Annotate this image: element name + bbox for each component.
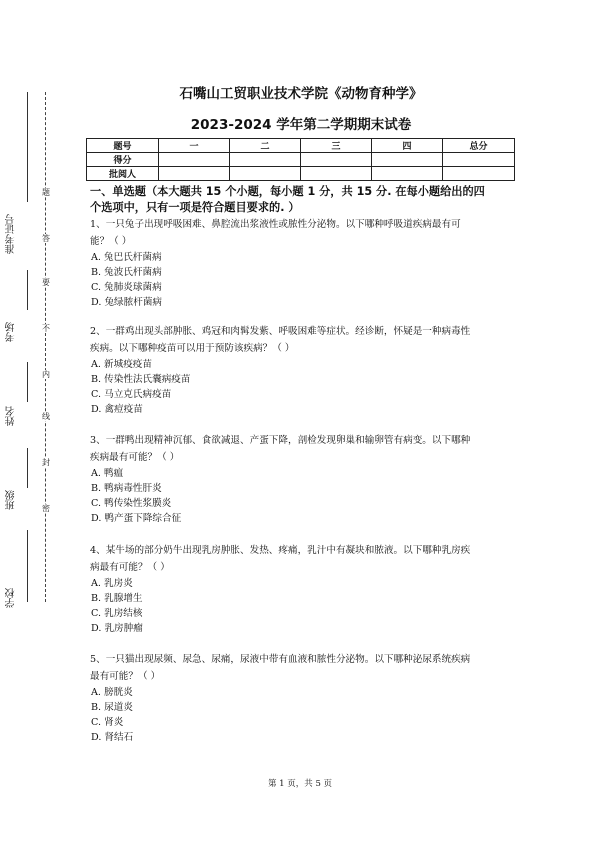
option-d[interactable]: D. 禽痘疫苗 bbox=[91, 404, 143, 415]
question-1 bbox=[90, 217, 516, 310]
class-label: 班级 bbox=[6, 490, 17, 510]
score-row-label: 得分 bbox=[87, 153, 159, 167]
seal-char: 线 bbox=[42, 412, 50, 421]
score-cell bbox=[443, 153, 515, 167]
option-b[interactable]: B. 鸭病毒性肝炎 bbox=[91, 483, 162, 494]
seal-char: 题 bbox=[42, 188, 50, 197]
score-cell bbox=[159, 153, 230, 167]
question-stem: 5、一只猫出现尿频、尿急、尿痛，尿液中带有血液和脓性分泌物。以下哪种泌尿系统疾病 bbox=[90, 654, 471, 665]
option-b[interactable]: B. 传染性法氏囊病疫苗 bbox=[91, 374, 191, 385]
school-underline bbox=[27, 530, 28, 602]
option-a[interactable]: A. 新城疫疫苗 bbox=[91, 359, 152, 370]
seal-char: 答 bbox=[42, 234, 50, 243]
section-heading-line: 一、单选题（本大题共 15 个小题，每小题 1 分，共 15 分. 在每小题给出的四 bbox=[90, 185, 485, 198]
option-a[interactable]: A. 兔巴氏杆菌病 bbox=[91, 252, 162, 263]
school-label: 学校 bbox=[6, 588, 17, 608]
grader-cell bbox=[301, 167, 372, 181]
exam-room-underline bbox=[27, 270, 28, 310]
option-d[interactable]: D. 兔绿脓杆菌病 bbox=[91, 297, 163, 308]
seal-char: 封 bbox=[42, 458, 50, 467]
option-b[interactable]: B. 尿道炎 bbox=[91, 702, 133, 713]
score-header-cell: 三 bbox=[301, 139, 372, 153]
question-stem: 3、一群鸭出现精神沉郁、食欲减退、产蛋下降，剖检发现卵巢和输卵管有病变。以下哪种 bbox=[90, 435, 471, 446]
question-stem: 能？（ ） bbox=[90, 235, 132, 247]
grader-row-label: 批阅人 bbox=[87, 167, 159, 181]
question-stem: 最有可能？（ ） bbox=[90, 670, 161, 682]
seal-char: 密 bbox=[42, 504, 50, 513]
page-number: 第 1 页，共 5 页 bbox=[267, 779, 333, 789]
grader-cell bbox=[230, 167, 301, 181]
question-stem: 1、一只兔子出现呼吸困难、鼻腔流出浆液性或脓性分泌物。以下哪种呼吸道疾病最有可 bbox=[90, 219, 461, 230]
option-c[interactable]: C. 兔肺炎球菌病 bbox=[91, 282, 162, 293]
score-header-cell: 题号 bbox=[87, 139, 159, 153]
exam-title: 石嘴山工贸职业技术学院《动物育种学》 bbox=[179, 86, 423, 102]
option-a[interactable]: A. 膀胱炎 bbox=[91, 687, 133, 698]
option-c[interactable]: C. 乳房结核 bbox=[91, 608, 143, 619]
grader-cell bbox=[372, 167, 443, 181]
seal-char: 要 bbox=[42, 278, 50, 287]
question-stem: 疾病最有可能？（ ） bbox=[90, 451, 180, 463]
option-b[interactable]: B. 兔波氏杆菌病 bbox=[91, 267, 162, 278]
name-label: 姓名 bbox=[6, 406, 17, 426]
option-c[interactable]: C. 鸭传染性浆膜炎 bbox=[91, 498, 172, 509]
score-cell bbox=[301, 153, 372, 167]
exam-subtitle: 2023-2024 学年第二学期期末试卷 bbox=[190, 117, 412, 133]
score-header-cell: 四 bbox=[372, 139, 443, 153]
option-a[interactable]: A. 鸭瘟 bbox=[91, 468, 124, 479]
grader-cell bbox=[443, 167, 515, 181]
option-a[interactable]: A. 乳房炎 bbox=[91, 578, 133, 589]
grader-row bbox=[87, 167, 515, 181]
section-heading-line: 个选项中，只有一项是符合题目要求的. ） bbox=[90, 201, 300, 214]
seal-char: 不 bbox=[42, 324, 50, 333]
question-2 bbox=[90, 324, 516, 417]
score-cell bbox=[372, 153, 443, 167]
option-d[interactable]: D. 鸭产蛋下降综合征 bbox=[91, 513, 182, 524]
option-d[interactable]: D. 乳房肿瘤 bbox=[91, 623, 143, 634]
question-stem: 4、某牛场的部分奶牛出现乳房肿胀、发热、疼痛，乳汁中有凝块和脓液。以下哪种乳房疾 bbox=[90, 545, 471, 556]
admission-ticket-underline bbox=[27, 92, 28, 202]
option-c[interactable]: C. 马立克氏病疫苗 bbox=[91, 389, 172, 400]
question-stem: 病最有可能？（ ） bbox=[90, 561, 170, 573]
binding-margin-labels bbox=[6, 210, 24, 630]
section-heading bbox=[90, 184, 516, 216]
question-3 bbox=[90, 433, 516, 526]
seal-line bbox=[40, 92, 52, 602]
question-stem: 疾病。以下哪种疫苗可以用于预防该疾病？（ ） bbox=[90, 342, 295, 354]
option-b[interactable]: B. 乳腺增生 bbox=[91, 593, 143, 604]
grader-cell bbox=[159, 167, 230, 181]
question-5 bbox=[90, 652, 516, 745]
question-stem: 2、一群鸡出现头部肿胀、鸡冠和肉髯发紫、呼吸困难等症状。经诊断，怀疑是一种病毒性 bbox=[90, 326, 471, 337]
question-4 bbox=[90, 543, 516, 636]
option-c[interactable]: C. 肾炎 bbox=[91, 717, 124, 728]
score-header-cell: 二 bbox=[230, 139, 301, 153]
admission-ticket-label: 准考证号 bbox=[6, 214, 17, 254]
score-table-header-row bbox=[87, 139, 515, 153]
score-row bbox=[87, 153, 515, 167]
score-cell bbox=[230, 153, 301, 167]
score-header-cell: 总分 bbox=[443, 139, 515, 153]
score-header-cell: 一 bbox=[159, 139, 230, 153]
class-underline bbox=[27, 448, 28, 488]
name-underline bbox=[27, 362, 28, 402]
exam-room-label: 考场 bbox=[6, 322, 17, 342]
score-table bbox=[86, 138, 515, 181]
option-d[interactable]: D. 肾结石 bbox=[91, 732, 134, 743]
seal-char: 内 bbox=[42, 370, 50, 379]
seal-dashed-line bbox=[45, 92, 46, 602]
